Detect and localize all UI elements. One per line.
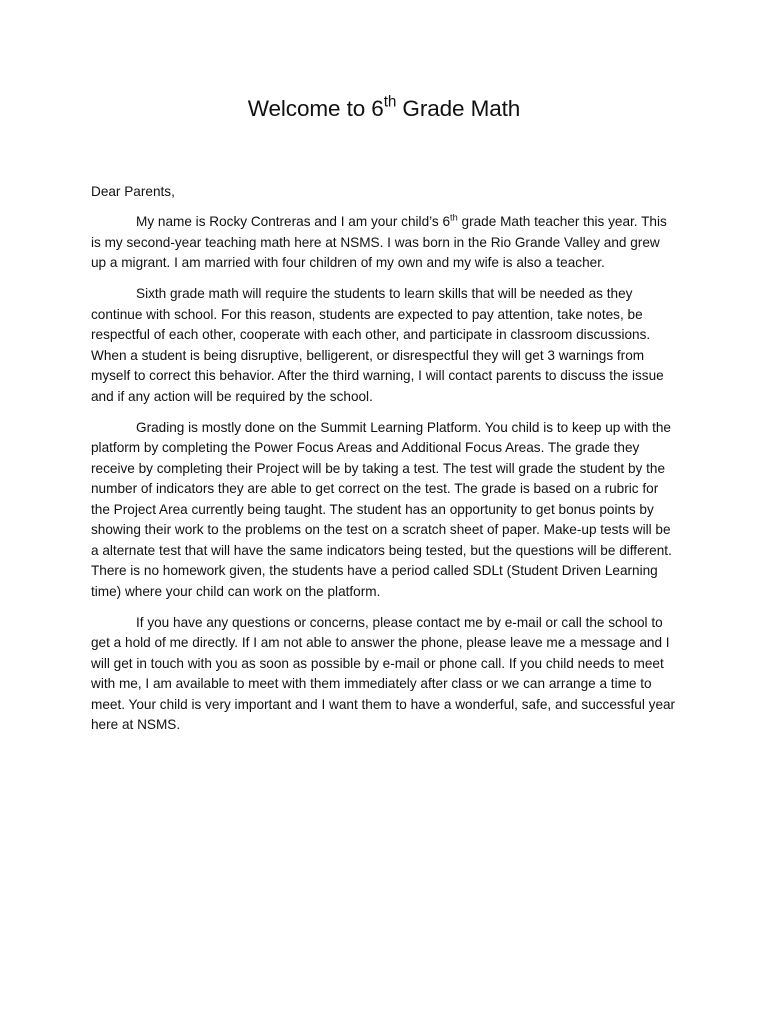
paragraph-introduction xyxy=(91,212,677,274)
paragraph-introduction-superscript: th xyxy=(450,212,458,223)
paragraph-contact: If you have any questions or concerns, please contact me by e-mail or call the school to get a hold of me directly. If I am not able to answer the phone, please leave me a message and I will get in touch with you as soon as possible by e-mail or phone call. If you child needs to meet with me, I am available to meet with them immediately after class or we can arrange a time to meet. Your child is very important and I want them to have a wonderful, safe, and successful year here at NSMS. xyxy=(91,614,676,732)
salutation: Dear Parents, xyxy=(91,184,175,199)
title-superscript: th xyxy=(383,93,397,111)
title-text-start: Welcome to 6 xyxy=(247,96,384,121)
paragraph-introduction-start: My name is Rocky Contreras and I am your child’s 6 xyxy=(136,214,451,229)
paragraph-grading: Grading is mostly done on the Summit Learning Platform. You child is to keep up with the platform by completing the Power Focus Areas and Additional Focus Areas. The grade they receive by completing their Project will be by taking a test. The test will grade the student by the number of indicators they are able to get correct on the test. The grade is based on a rubric for the Project Area currently being taught. The student has an opportunity to get bonus points by showing their work to the problems on the test on a scratch sheet of paper. Make-up tests will be a alternate test that will have the same indicators being tested, but the questions will be different. There is no homework given, the students have a period called SDLt (Student Driven Learning time) where your child can work on the platform. xyxy=(91,419,672,599)
paragraph-expectations: Sixth grade math will require the students to learn skills that will be needed as they continue with school. For this reason, students are expected to pay attention, take notes, be respectful of each other, cooperate with each other, and participate in classroom discussions. When a student is being disruptive, belligerent, or disrespectful they will get 3 warnings from myself to correct this behavior. After the third warning, I will contact parents to discuss the issue and if any action will be required by the school. xyxy=(91,286,664,404)
paragraph-introduction-end: grade Math teacher this year. This is my second-year teaching math here at NSMS. I was born in the Rio Grande Valley and grew up a migrant. I am married with four children of my own and my wife is also a teacher. xyxy=(91,214,667,270)
letter-body xyxy=(91,212,677,746)
letter-title xyxy=(0,94,768,124)
title-text-end: Grade Math xyxy=(396,96,521,121)
